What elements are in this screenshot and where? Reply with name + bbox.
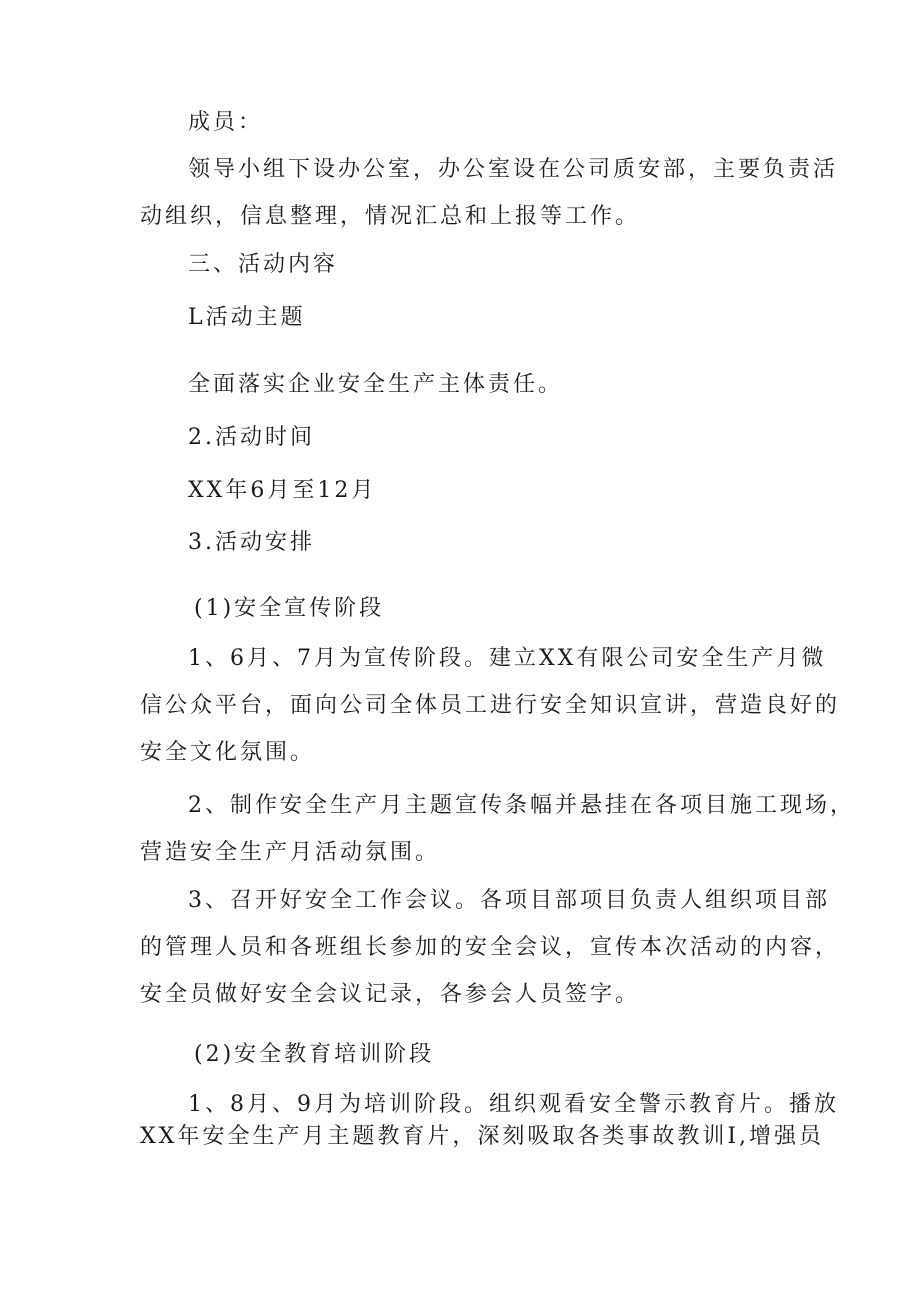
training-item-1-line-1: 1、8月、9月为培训阶段。组织观看安全警示教育片。播放 <box>188 1092 839 1117</box>
phase-heading-training: (2)安全教育培训阶段 <box>194 1042 435 1067</box>
publicity-item-3-line-2: 的管理人员和各班组长参加的安全会议，宣传本次活动的内容， <box>140 935 841 960</box>
paragraph-office-line-2: 动组织，信息整理，情况汇总和上报等工作。 <box>140 204 641 229</box>
publicity-item-1-line-1: 1、6月、7月为宣传阶段。建立XX有限公司安全生产月微 <box>188 646 827 671</box>
theme-text: 全面落实企业安全生产主体责任。 <box>188 372 564 397</box>
subheading-activity-time: 2.活动时间 <box>188 425 315 450</box>
activity-time-text: XX年6月至12月 <box>188 478 377 503</box>
subheading-activity-arrangement: 3.活动安排 <box>188 530 315 555</box>
publicity-item-1-line-2: 信公众平台，面向公司全体员工进行安全知识宣讲，营造良好的 <box>140 693 841 718</box>
publicity-item-3-line-3: 安全员做好安全会议记录，各参会人员签字。 <box>140 982 641 1007</box>
members-label: 成员： <box>188 110 264 135</box>
publicity-item-1-line-3: 安全文化氛围。 <box>140 740 316 765</box>
section-heading-activity-content: 三、活动内容 <box>188 252 339 277</box>
publicity-item-3-line-1: 3、召开好安全工作会议。各项目部项目负责人组织项目部 <box>188 888 830 913</box>
paragraph-office-line-1: 领导小组下设办公室，办公室设在公司质安部，主要负责活 <box>188 157 839 182</box>
publicity-item-2-line-1: 2、制作安全生产月主题宣传条幅并悬挂在各项目施工现场， <box>188 793 855 818</box>
phase-heading-publicity: (1)安全宣传阶段 <box>194 596 385 621</box>
subheading-activity-theme: L活动主题 <box>188 305 306 330</box>
training-item-1-line-2: XX年安全生产月主题教育片，深刻吸取各类事故教训I,增强员 <box>140 1124 825 1149</box>
publicity-item-2-line-2: 营造安全生产月活动氛围。 <box>140 840 441 865</box>
